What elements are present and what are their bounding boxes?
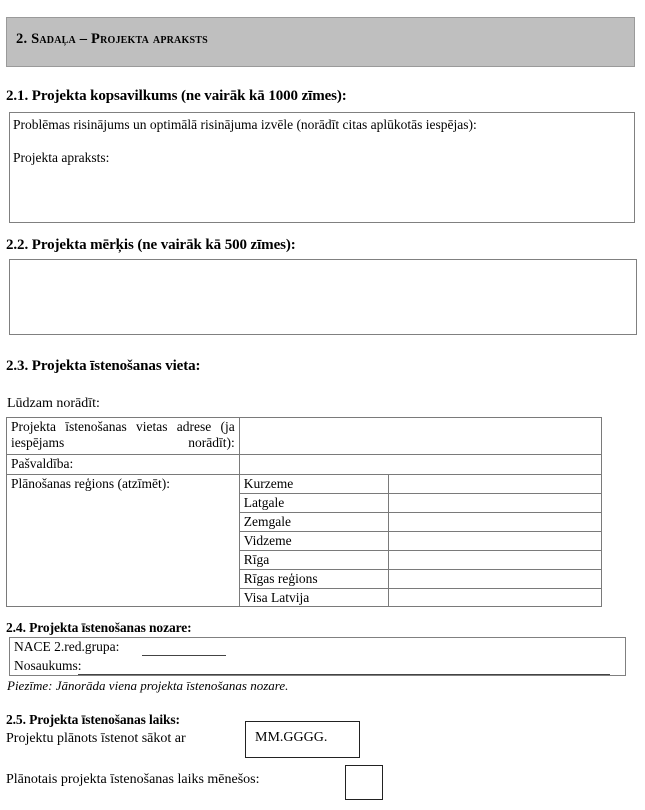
section-banner xyxy=(6,17,635,67)
region-name-vidzeme: Vidzeme xyxy=(239,531,389,550)
duration-input[interactable] xyxy=(345,765,383,800)
nace-note: Piezīme: Jānorāda viena projekta īstenošanas nozare. xyxy=(7,678,289,693)
address-label: Projekta īstenošanas vietas adrese (ja iespējams norādīt): xyxy=(7,418,240,455)
region-name-latgale: Latgale xyxy=(239,493,389,512)
heading-2-3: 2.3. Projekta īstenošanas vieta: xyxy=(6,358,201,374)
heading-2-1: 2.1. Projekta kopsavilkums (ne vairāk kā 1000 zīmes): xyxy=(6,88,347,104)
region-checkbox-kurzeme[interactable] xyxy=(389,475,602,494)
nace-name-input[interactable] xyxy=(78,674,610,675)
start-date-placeholder: MM.GGGG. xyxy=(255,730,328,745)
region-name-visa-latvija: Visa Latvija xyxy=(239,588,389,607)
heading-2-2: 2.2. Projekta mērķis (ne vairāk kā 500 zīmes): xyxy=(6,237,296,253)
nace-name-label: Nosaukums: xyxy=(14,658,82,673)
duration-label: Plānotais projekta īstenošanas laiks mēnešos: xyxy=(6,772,260,787)
region-checkbox-latgale[interactable] xyxy=(389,493,602,512)
instruction-text: Lūdzam norādīt: xyxy=(7,396,100,411)
region-name-rigas-regions: Rīgas reģions xyxy=(239,569,389,588)
region-checkbox-visa-latvija[interactable] xyxy=(389,588,602,607)
location-table xyxy=(6,417,602,607)
planning-region-label: Plānošanas reģions (atzīmēt): xyxy=(7,475,240,607)
municipality-label: Pašvaldība: xyxy=(7,455,240,475)
heading-2-4: 2.4. Projekta īstenošanas nozare: xyxy=(6,620,192,635)
section-banner-title: 2. Sadaļa – Projekta apraksts xyxy=(16,31,208,47)
region-checkbox-zemgale[interactable] xyxy=(389,512,602,531)
summary-prompt-description: Projekta apraksts: xyxy=(13,150,110,165)
nace-group-input[interactable] xyxy=(142,655,226,656)
region-name-zemgale: Zemgale xyxy=(239,512,389,531)
address-input[interactable] xyxy=(239,418,601,455)
start-date-label: Projektu plānots īstenot sākot ar xyxy=(6,731,186,746)
table-row xyxy=(7,455,602,475)
goal-textarea[interactable] xyxy=(9,259,637,335)
municipality-input[interactable] xyxy=(239,455,601,475)
region-name-riga: Rīga xyxy=(239,550,389,569)
heading-2-5: 2.5. Projekta īstenošanas laiks: xyxy=(6,712,180,727)
table-row xyxy=(7,418,602,455)
summary-prompt-problem: Problēmas risinājums un optimālā risinājuma izvēle (norādīt citas aplūkotās iespējas): xyxy=(13,117,477,132)
table-row xyxy=(7,475,602,494)
nace-group-label: NACE 2.red.grupa: xyxy=(14,639,120,654)
region-name-kurzeme: Kurzeme xyxy=(239,475,389,494)
region-checkbox-vidzeme[interactable] xyxy=(389,531,602,550)
region-checkbox-riga[interactable] xyxy=(389,550,602,569)
region-checkbox-rigas-regions[interactable] xyxy=(389,569,602,588)
